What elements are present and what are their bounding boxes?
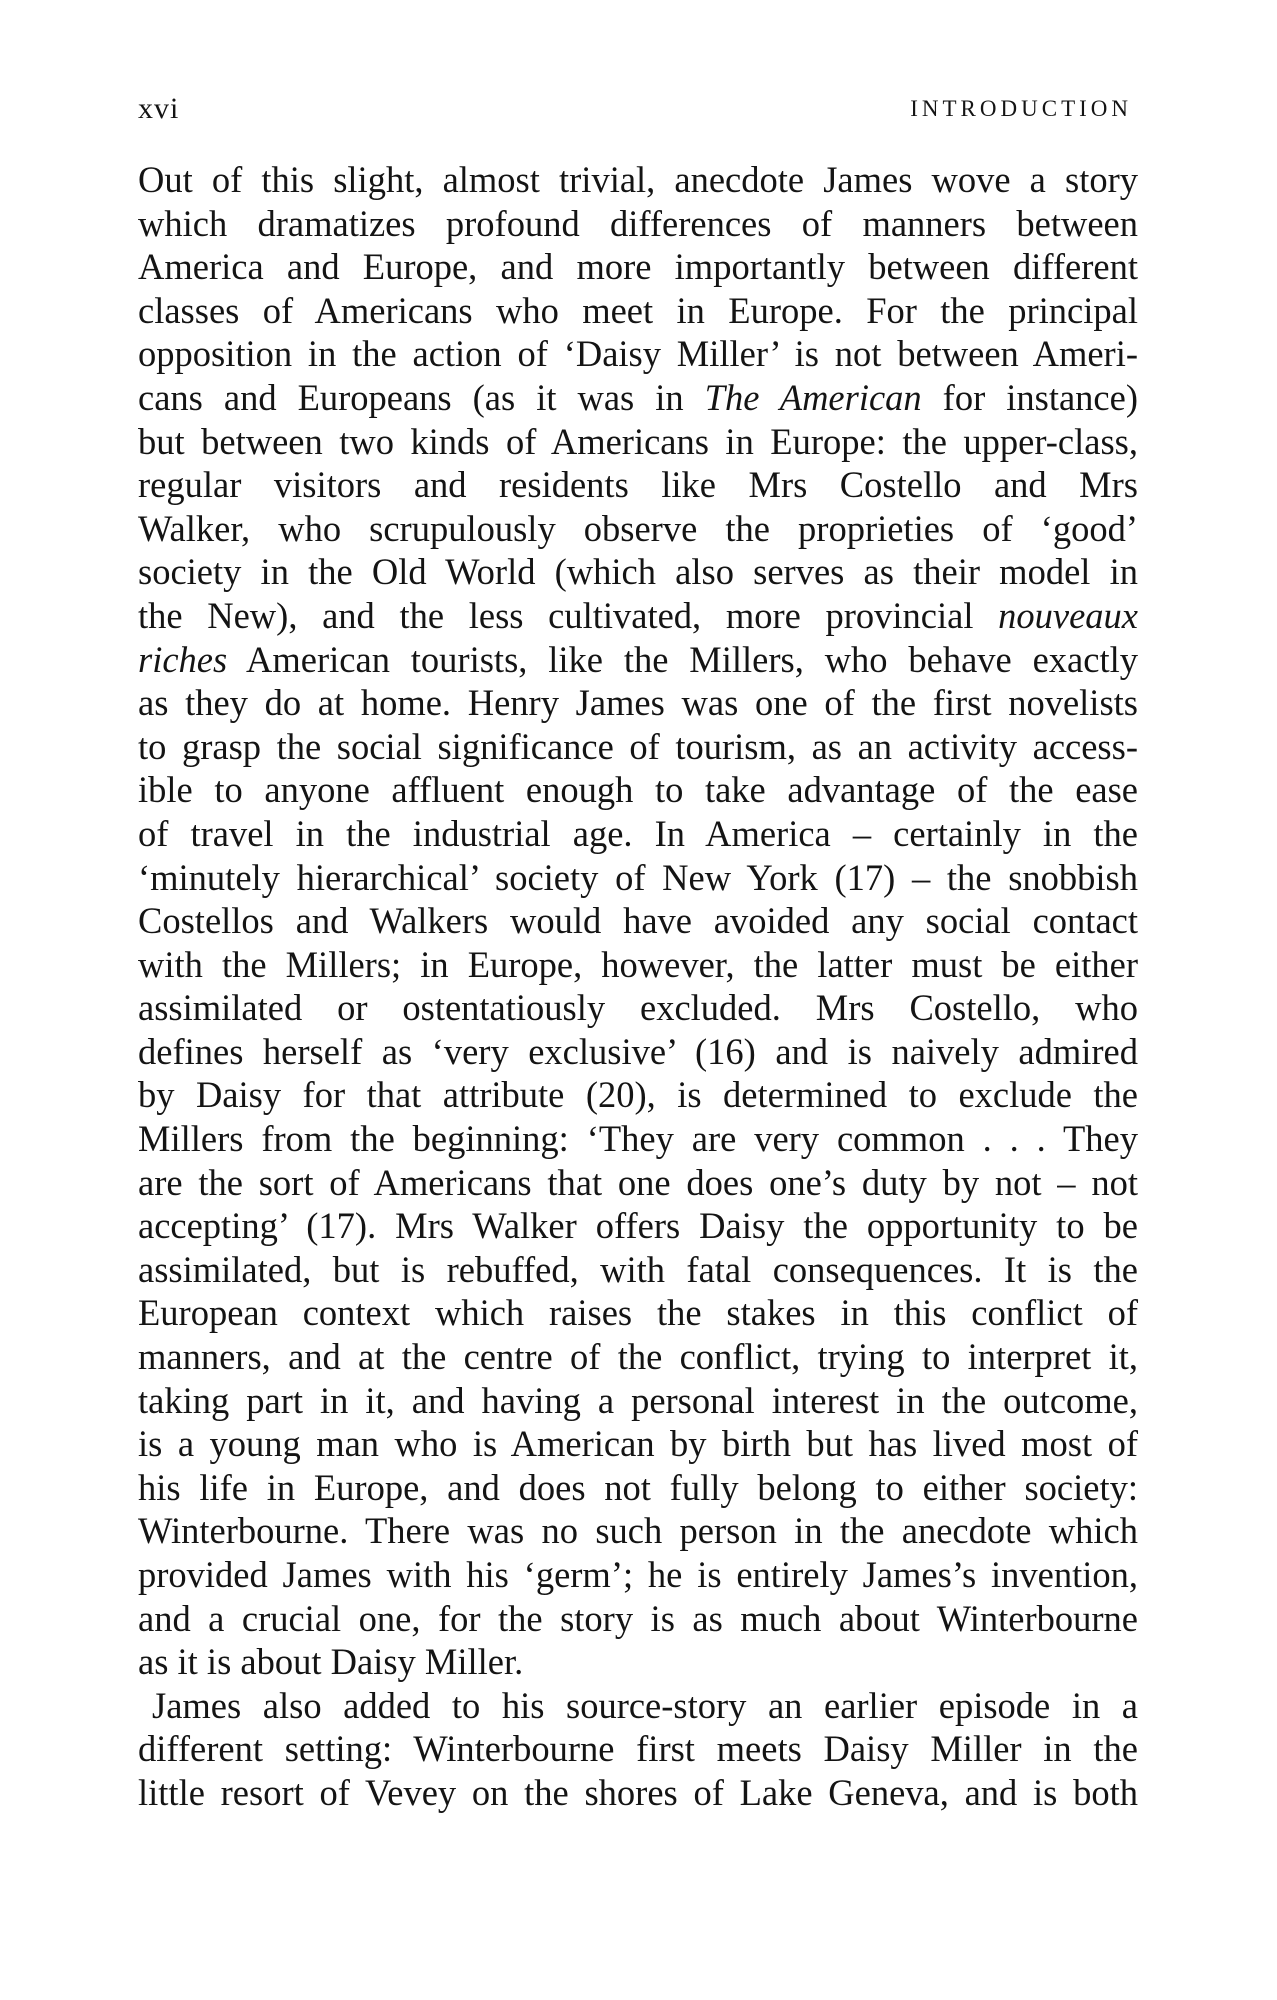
text-line: Walker, who scrupulously observe the proprieties of ‘good’ xyxy=(138,507,1138,549)
text-segment: for instance) xyxy=(921,376,1138,418)
italic-phrase: nouveaux xyxy=(998,594,1138,636)
text-line: Winterbourne. There was no such person in the anecdote which xyxy=(138,1510,1138,1552)
text-line: which dramatizes profound differences of manners between xyxy=(138,202,1138,244)
text-line-indented: James also added to his source-story an earlier episode in a xyxy=(152,1684,1138,1726)
paragraph-2 xyxy=(138,1684,1138,1815)
text-line xyxy=(138,376,1138,420)
text-line: taking part in it, and having a personal interest in the outcome, xyxy=(138,1379,1138,1421)
text-line: as they do at home. Henry James was one of the first novelists xyxy=(138,682,1138,724)
text-line: of travel in the industrial age. In America – certainly in the xyxy=(138,812,1138,854)
text-line: by Daisy for that attribute (20), is determined to exclude the xyxy=(138,1074,1138,1116)
text-line: Costellos and Walkers would have avoided any social contact xyxy=(138,900,1138,942)
text-line: provided James with his ‘germ’; he is entirely James’s invention, xyxy=(138,1554,1138,1595)
text-line: but between two kinds of Americans in Europe: the upper-class, xyxy=(138,420,1138,462)
text-line: and a crucial one, for the story is as much about Winterbourne xyxy=(138,1597,1138,1639)
text-line xyxy=(138,638,1138,682)
text-segment: the New), and the less cultivated, more provincial xyxy=(138,594,999,636)
text-line: European context which raises the stakes in this conflict of xyxy=(138,1292,1138,1334)
text-line: ‘minutely hierarchical’ society of New York (17) – the snobbish xyxy=(138,856,1138,898)
book-page xyxy=(138,0,1138,2000)
text-line: opposition in the action of ‘Daisy Miller’ is not between Ameri- xyxy=(138,333,1138,375)
text-line-last: as it is about Daisy Miller. xyxy=(138,1641,524,1683)
text-line: regular visitors and residents like Mrs Costello and Mrs xyxy=(138,464,1138,506)
text-line: are the sort of Americans that one does one’s duty by not – not xyxy=(138,1161,1138,1203)
running-head xyxy=(138,92,1138,132)
body-text xyxy=(138,158,1138,1815)
text-segment: American tourists, like the Millers, who behave exactly xyxy=(227,638,1138,680)
text-line: America and Europe, and more importantly between different xyxy=(138,246,1138,288)
text-line: manners, and at the centre of the conflict, trying to interpret it, xyxy=(138,1336,1138,1378)
text-line: Out of this slight, almost trivial, anecdote James wove a story xyxy=(138,159,1138,200)
text-line: classes of Americans who meet in Europe. For the principal xyxy=(138,289,1138,331)
text-line: to grasp the social significance of tourism, as an activity access- xyxy=(138,725,1138,767)
text-line: assimilated, but is rebuffed, with fatal consequences. It is the xyxy=(138,1248,1138,1290)
text-line: defines herself as ‘very exclusive’ (16) and is naively admired xyxy=(138,1030,1138,1072)
page-number: xvi xyxy=(138,92,180,125)
text-line: assimilated or ostentatiously excluded. Mrs Costello, who xyxy=(138,987,1138,1029)
text-line: his life in Europe, and does not fully belong to either society: xyxy=(138,1466,1138,1508)
text-line xyxy=(138,594,1138,638)
italic-phrase: riches xyxy=(138,638,228,680)
book-title: The American xyxy=(704,376,922,418)
text-line: accepting’ (17). Mrs Walker offers Daisy the opportunity to be xyxy=(138,1205,1138,1247)
text-line: ible to anyone affluent enough to take advantage of the ease xyxy=(138,769,1138,811)
text-segment: cans and Europeans (as it was in xyxy=(138,376,705,418)
paragraph-1 xyxy=(138,158,1138,1684)
text-line: Millers from the beginning: ‘They are very common . . . They xyxy=(138,1118,1138,1160)
text-line: is a young man who is American by birth but has lived most of xyxy=(138,1423,1138,1465)
text-line: with the Millers; in Europe, however, the latter must be either xyxy=(138,943,1138,985)
text-line: different setting: Winterbourne first meets Daisy Miller in the xyxy=(138,1728,1138,1770)
text-line: society in the Old World (which also serves as their model in xyxy=(138,551,1138,593)
text-line: little resort of Vevey on the shores of Lake Geneva, and is both xyxy=(138,1771,1138,1813)
running-head-title: INTRODUCTION xyxy=(910,96,1132,121)
